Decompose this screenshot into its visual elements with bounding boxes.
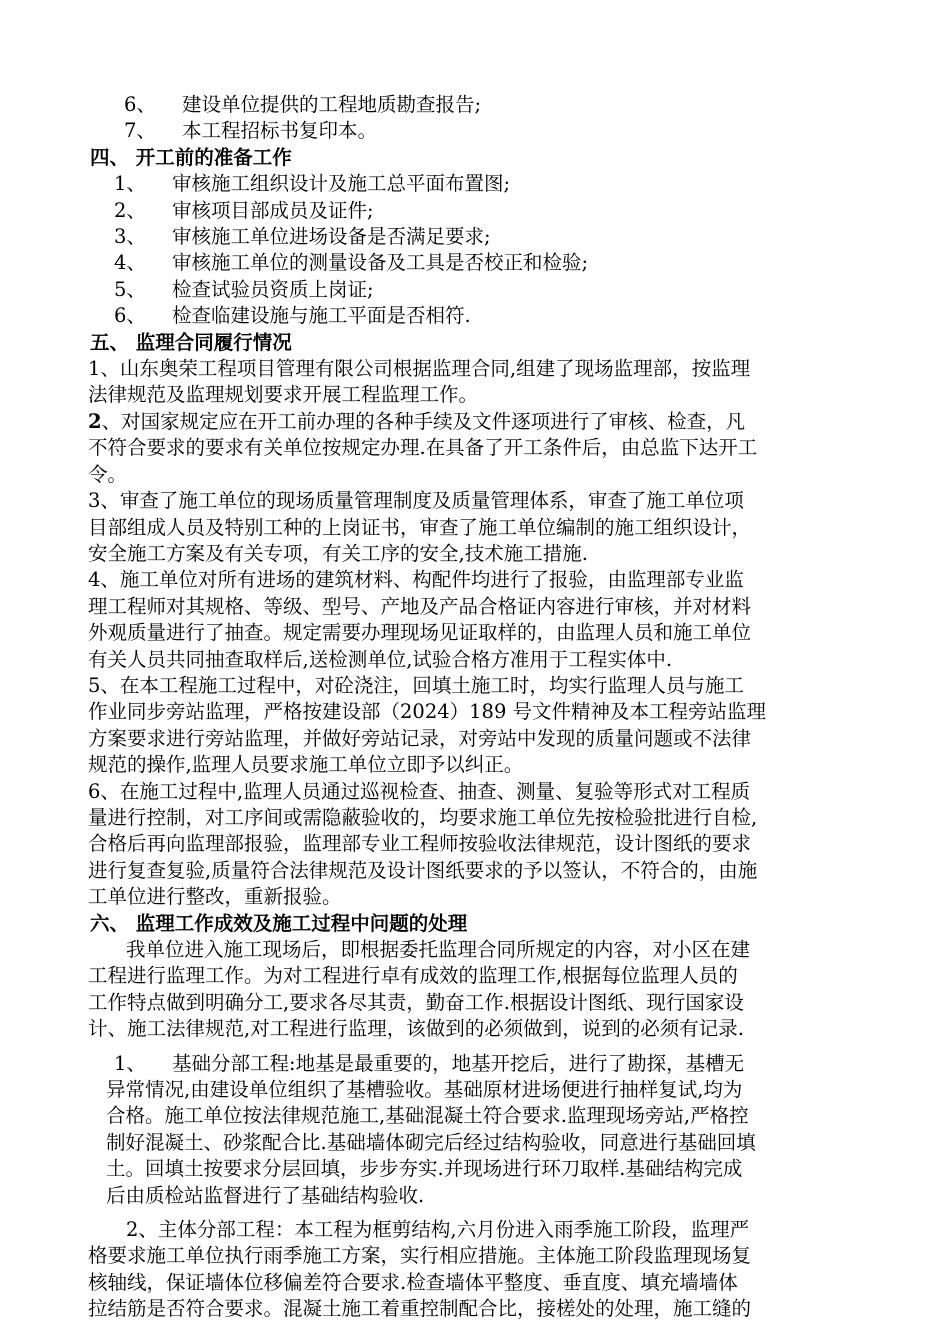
paragraph: 3、审查了施工单位的现场质量管理制度及质量管理体系，审查了施工单位项 目部组成人员及特别工种的上岗证书，审查了施工单位编制的施工组织设计， 安全施工方案及有关专项，有关工序的安全,技术施工措施. <box>88 489 752 565</box>
list-item: 4、 审核施工单位的测量设备及工具是否校正和检验; <box>114 251 589 275</box>
section-heading: 六、 监理工作成效及施工过程中问题的处理 <box>90 911 468 935</box>
paragraph: 5、在本工程施工过程中，对砼浇注，回填土施工时，均实行监理人员与施工 作业同步旁站监理，严格按建设部（2024）189 号文件精神及本工程旁站监理 方案要求进行旁站监理，并做好旁站记录，对旁站中发现的质量问题或不法律 规范的操作,监理人员要求施工单位立即予以纠正。 <box>88 673 767 777</box>
paragraph: 2、主体分部工程：本工程为框剪结构,六月份进入雨季施工阶段，监理严 格要求施工单位执行雨季施工方案，实行相应措施。主体施工阶段监理现场复 核轴线，保证墙体位移偏差符合要求.检查墙体平整度、垂直度、填充墙墙体 拉结筋是否符合要求。混凝土施工着重控制配合比，接槎处的处理，施工缝的 <box>88 1218 752 1321</box>
list-item: 3、 审核施工单位进场设备是否满足要求; <box>114 225 491 249</box>
paragraph: 1、山东奥荣工程项目管理有限公司根据监理合同,组建了现场监理部，按监理 法律规范及监理规划要求开展工程监理工作。 <box>88 357 751 407</box>
list-item: 6、 建设单位提供的工程地质勘查报告; <box>124 93 482 116</box>
paragraph: 1、 基础分部工程:地基是最重要的，地基开挖后，进行了勘探，基槽无 异常情况,由建设单位组织了基槽验收。基础原材进场便进行抽样复试,均为 合格。施工单位按法律规范施工,基础混凝土符合要求.监理现场旁站,严格控 制好混凝土、砂浆配合比.基础墙体砌完后经过结构验收，同意进行基础回填 土。回填土按要求分层回填，步步夯实.并现场进行环刀取样.基础结构完成 后由质检站监督进行了基础结构验收. <box>106 1051 756 1207</box>
list-item: 5、 检查试验员资质上岗证; <box>114 277 374 301</box>
paragraph: 我单位进入施工现场后，即根据委托监理合同所规定的内容，对小区在建 工程进行监理工作。为对工程进行卓有成效的监理工作,根据每位监理人员的 工作特点做到明确分工,要求各尽其责，勤奋工作.根据设计图纸、现行国家设 计、施工法律规范,对工程进行监理，该做到的必须做到，说到的必须有记录. <box>88 938 751 1041</box>
list-continuation <box>88 92 862 145</box>
section-heading: 五、 监理合同履行情况 <box>90 330 292 354</box>
list-item: 6、 检查临建设施与施工平面是否相符. <box>114 304 471 328</box>
paragraph: 2、对国家规定应在开工前办理的各种手续及文件逐项进行了审核、检查，凡 不符合要求的要求有关单位按规定办理.在具备了开工条件后，由总监下达开工 令。 <box>88 409 758 486</box>
section-list <box>88 171 862 329</box>
paragraph: 6、在施工过程中,监理人员通过巡视检查、抽查、测量、复验等形式对工程质 量进行控制，对工序间或需隐蔽验收的，均要求施工单位先按检验批进行自检, 合格后再向监理部报验，监理部专业工程师按验收法律规范，设计图纸的要求 进行复查复验,质量符合法律规范及设计图纸要求的予以签认，不符合的，由施 工单位进行整改，重新报验。 <box>88 779 758 909</box>
paragraph: 4、施工单位对所有进场的建筑材料、构配件均进行了报验，由监理部专业监 理工程师对其规格、等级、型号、产地及产品合格证内容进行审核，并对材料 外观质量进行了抽查。规定需要办理现场见证取样的，由监理人员和施工单位 有关人员共同抽查取样后,送检测单位,试验合格方准用于工程实体中. <box>88 568 752 671</box>
list-item: 1、 审核施工组织设计及施工总平面布置图; <box>114 172 511 196</box>
list-item: 2、 审核项目部成员及证件; <box>114 198 374 222</box>
section-heading: 四、 开工前的准备工作 <box>90 145 292 169</box>
list-item: 7、 本工程招标书复印本。 <box>124 119 378 143</box>
